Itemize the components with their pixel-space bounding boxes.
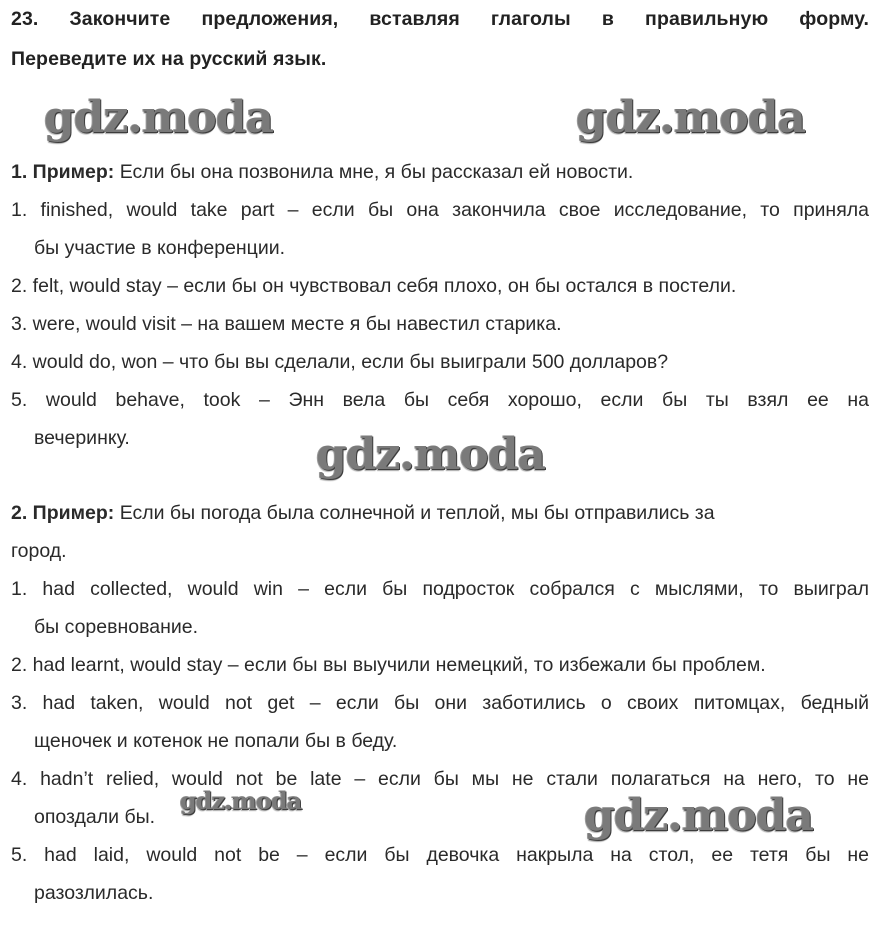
answer-line: 1. finished, would take part – если бы она закончила свое исследование, то приняла bbox=[11, 199, 869, 221]
answer-line: 4. would do, won – что бы вы сделали, если бы выиграли 500 долларов? bbox=[11, 351, 669, 373]
example-text: Если бы погода была солнечной и теплой, мы бы отправились за bbox=[114, 502, 715, 524]
answer-line: 5. had laid, would not be – если бы девочка накрыла на стол, ее тетя бы не bbox=[11, 844, 869, 866]
task-title-continuation: Переведите их на русский язык. bbox=[11, 48, 327, 70]
answer-line: бы участие в конференции. bbox=[34, 237, 286, 259]
example-label: 1. Пример: bbox=[11, 161, 115, 183]
answer-line: разозлилась. bbox=[34, 882, 154, 904]
answer-line: 3. were, would visit – на вашем месте я бы навестил старика. bbox=[11, 313, 562, 335]
answer-line: щеночек и котенок не попали бы в беду. bbox=[34, 730, 398, 752]
answer-line: 5. would behave, took – Энн вела бы себя хорошо, если бы ты взял ее на bbox=[11, 389, 869, 411]
answer-line: 1. had collected, would win – если бы подросток собрался с мыслями, то выиграл bbox=[11, 578, 869, 600]
example-continuation: город. bbox=[11, 540, 67, 562]
answer-line: опоздали бы. bbox=[34, 806, 156, 828]
answer-line: 4. hadn’t relied, would not be late – если бы мы не стали полагаться на него, то не bbox=[11, 768, 869, 790]
answer-line: 2. had learnt, would stay – если бы вы выучили немецкий, то избежали бы проблем. bbox=[11, 654, 766, 676]
watermark-logo: gdz.moda bbox=[576, 92, 806, 143]
answer-line: бы соревнование. bbox=[34, 616, 198, 638]
example-text: Если бы она позвонила мне, я бы рассказал ей новости. bbox=[114, 161, 634, 183]
answer-line: 2. felt, would stay – если бы он чувствовал себя плохо, он бы остался в постели. bbox=[11, 275, 737, 297]
example-sentence bbox=[11, 157, 633, 187]
answer-line: вечеринку. bbox=[34, 427, 130, 449]
example-label: 2. Пример: bbox=[11, 502, 115, 524]
watermark-logo: gdz.moda bbox=[44, 92, 274, 143]
watermark-logo: gdz.moda bbox=[316, 429, 546, 480]
task-title: 23. Закончите предложения, вставляя глаголы в правильную форму. bbox=[11, 8, 869, 30]
watermark-logo: gdz.moda bbox=[584, 790, 814, 841]
example-sentence bbox=[11, 498, 715, 528]
watermark-logo: gdz.moda bbox=[180, 786, 302, 815]
answer-line: 3. had taken, would not get – если бы они заботились о своих питомцах, бедный bbox=[11, 692, 869, 714]
